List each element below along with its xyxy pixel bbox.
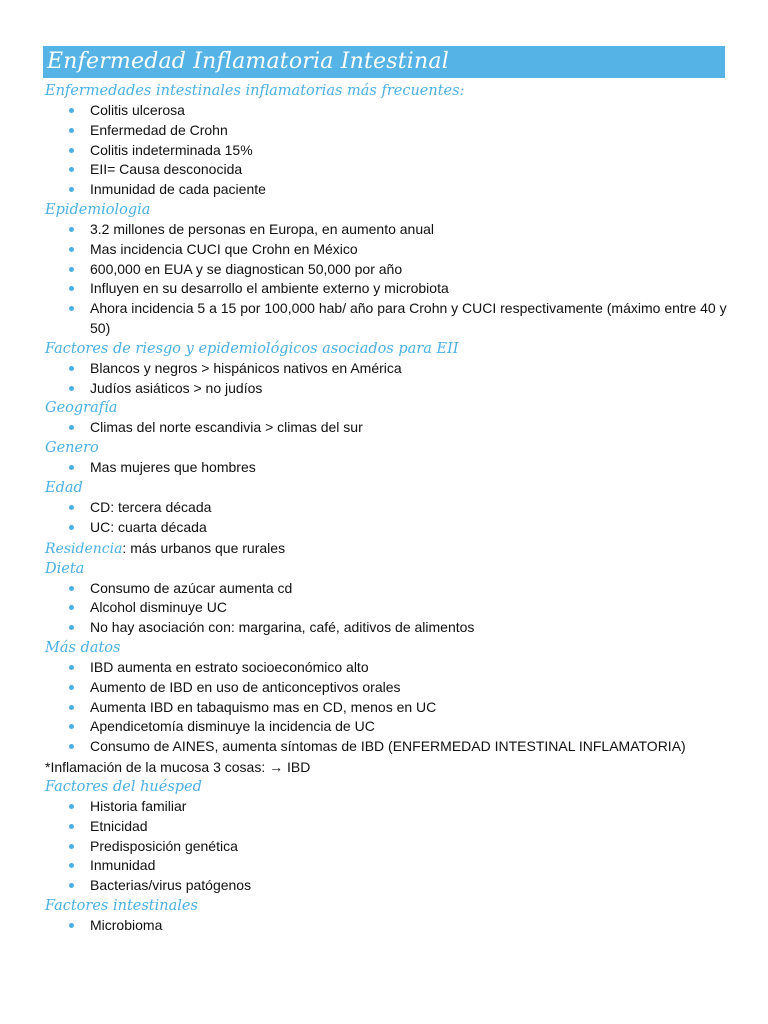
list-item: Mas mujeres que hombres <box>45 458 735 478</box>
list-item: Microbioma <box>45 916 735 936</box>
list-item: Consumo de AINES, aumenta síntomas de IBD (ENFERMEDAD INTESTINAL INFLAMATORIA) <box>45 737 735 757</box>
section-heading-genero: Genero <box>45 440 99 457</box>
bullet-list <box>45 916 735 936</box>
list-item: Bacterias/virus patógenos <box>45 876 735 896</box>
list-item: CD: tercera década <box>45 498 735 518</box>
list-item: EII= Causa desconocida <box>45 160 735 180</box>
note-line: *Inflamación de la mucosa 3 cosas: → IBD <box>45 758 311 775</box>
bullet-list <box>45 579 735 638</box>
inline-label: Residencia <box>45 540 123 557</box>
list-item: No hay asociación con: margarina, café, aditivos de alimentos <box>45 618 735 638</box>
bullet-list <box>45 101 735 200</box>
bullet-list <box>45 220 735 339</box>
list-item: Enfermedad de Crohn <box>45 121 735 141</box>
bullet-list <box>45 418 735 438</box>
list-item: Consumo de azúcar aumenta cd <box>45 579 735 599</box>
section-heading-mas-datos: Más datos <box>45 639 121 656</box>
document-title: Enfermedad Inflamatoria Intestinal <box>47 49 449 74</box>
list-item: Alcohol disminuye UC <box>45 598 735 618</box>
bullet-list <box>45 498 735 538</box>
list-item: Judíos asiáticos > no judíos <box>45 379 735 399</box>
bullet-list <box>45 797 735 896</box>
list-item: Climas del norte escandivia > climas del sur <box>45 418 735 438</box>
section-heading-epidemiologia: Epidemiologia <box>45 201 151 218</box>
section-heading-geografia: Geografía <box>45 400 118 417</box>
bullet-list <box>45 359 735 399</box>
list-item: Apendicetomía disminuye la incidencia de UC <box>45 717 735 737</box>
list-item: Historia familiar <box>45 797 735 817</box>
list-item: Aumento de IBD en uso de anticonceptivos orales <box>45 678 735 698</box>
list-item: IBD aumenta en estrato socioeconómico alto <box>45 658 735 678</box>
section-heading-factores-del-huesped: Factores del huésped <box>45 778 202 795</box>
inline-text: : más urbanos que rurales <box>122 539 286 556</box>
list-item: 600,000 en EUA y se diagnostican 50,000 por año <box>45 260 735 280</box>
list-item: Colitis indeterminada 15% <box>45 141 735 161</box>
section-heading-factores-de-riesgo-y-epidemiologicos-aso: Factores de riesgo y epidemiológicos asociados para EII <box>45 340 459 357</box>
inline-fact-line <box>45 538 735 559</box>
list-item: 3.2 millones de personas en Europa, en aumento anual <box>45 220 735 240</box>
list-item: Inmunidad <box>45 856 735 876</box>
list-item: Influyen en su desarrollo el ambiente externo y microbiota <box>45 279 735 299</box>
bullet-list <box>45 458 735 478</box>
list-item: Etnicidad <box>45 817 735 837</box>
list-item: Inmunidad de cada paciente <box>45 180 735 200</box>
section-heading-factores-intestinales: Factores intestinales <box>45 897 198 914</box>
bullet-list <box>45 658 735 757</box>
document-content <box>45 81 735 936</box>
section-heading-dieta: Dieta <box>45 560 85 577</box>
list-item: Aumenta IBD en tabaquismo mas en CD, menos en UC <box>45 698 735 718</box>
list-item: Mas incidencia CUCI que Crohn en México <box>45 240 735 260</box>
title-bar <box>43 46 725 78</box>
list-item: Colitis ulcerosa <box>45 101 735 121</box>
list-item: Ahora incidencia 5 a 15 por 100,000 hab/ año para Crohn y CUCI respectivamente (máximo entre 40 y 50) <box>45 299 735 339</box>
list-item: Blancos y negros > hispánicos nativos en América <box>45 359 735 379</box>
section-heading-edad: Edad <box>45 479 83 496</box>
section-heading-enfermedades-intestinales-inflamatorias-: Enfermedades intestinales inflamatorias más frecuentes: <box>45 83 465 99</box>
list-item: UC: cuarta década <box>45 518 735 538</box>
list-item: Predisposición genética <box>45 837 735 857</box>
